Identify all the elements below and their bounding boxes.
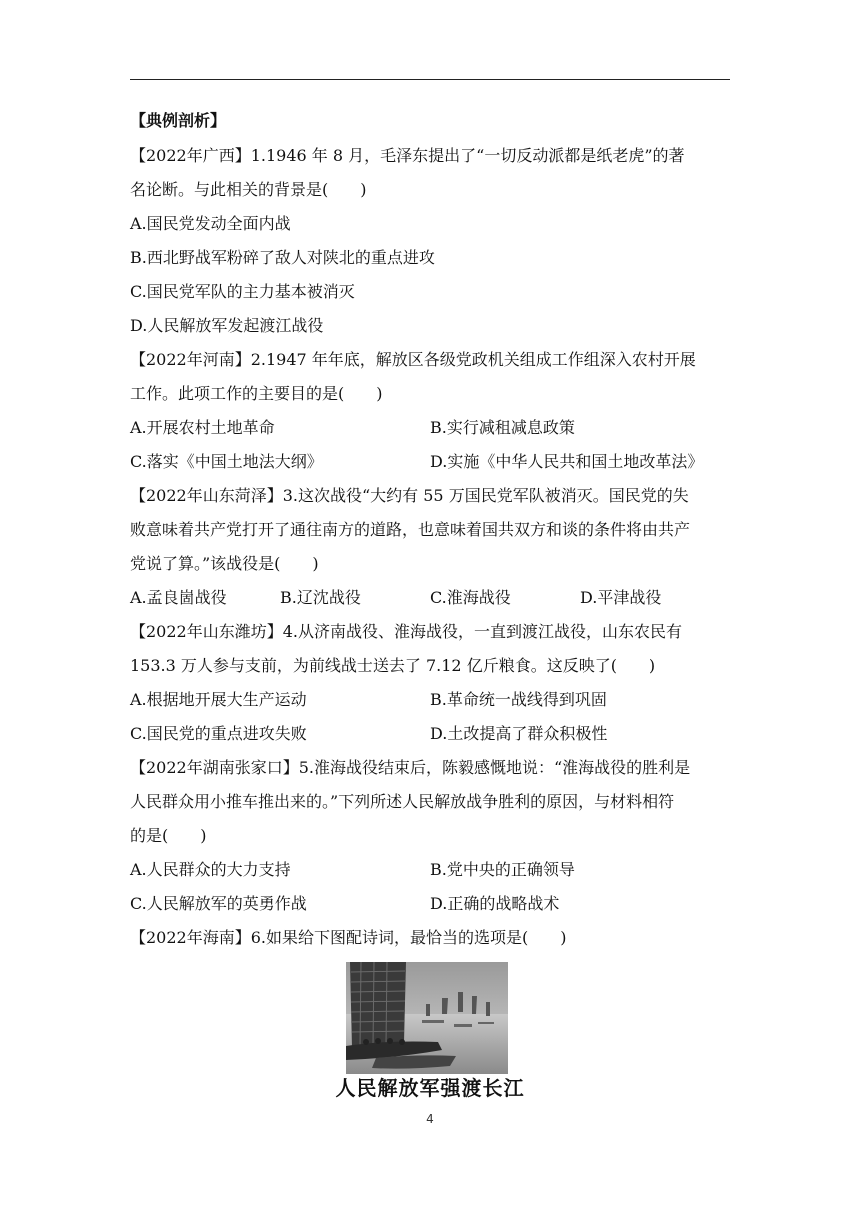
question-2-option-a: A.开展农村土地革命 — [130, 418, 275, 437]
question-1-line-1: 【2022年广西】1.1946 年 8 月，毛泽东提出了“一切反动派都是纸老虎”的著 — [130, 146, 685, 165]
question-4-line-2: 153.3 万人参与支前，为前线战士送去了 7.12 亿斤粮食。这反映了( ) — [130, 656, 656, 675]
question-1-option-a: A.国民党发动全面内战 — [130, 214, 291, 233]
question-4-option-a: A.根据地开展大生产运动 — [130, 690, 307, 709]
question-4-options-row-2 — [130, 724, 608, 744]
question-3-line-1: 【2022年山东菏泽】3.这次战役“大约有 55 万国民党军队被消灭。国民党的失 — [130, 486, 689, 505]
question-5-option-c: C.人民解放军的英勇作战 — [130, 894, 307, 913]
question-5-option-d: D.正确的战略战术 — [430, 894, 560, 913]
question-4-option-d: D.土改提高了群众积极性 — [430, 724, 608, 743]
question-4-option-c: C.国民党的重点进攻失败 — [130, 724, 307, 743]
question-1-option-d: D.人民解放军发起渡江战役 — [130, 316, 324, 335]
question-3-option-c: C.淮海战役 — [430, 588, 511, 607]
figure-caption: 人民解放军强渡长江 — [335, 1076, 525, 1100]
question-2-option-b: B.实行减租减息政策 — [430, 418, 575, 437]
question-1-line-2: 名论断。与此相关的背景是( ) — [130, 180, 367, 199]
question-4-option-b: B.革命统一战线得到巩固 — [430, 690, 607, 709]
question-1-option-c: C.国民党军队的主力基本被消灭 — [130, 282, 355, 301]
question-5-option-a: A.人民群众的大力支持 — [130, 860, 291, 879]
question-3-option-b: B.辽沈战役 — [280, 588, 361, 607]
question-4-options-row-1 — [130, 690, 607, 710]
question-2-line-2: 工作。此项工作的主要目的是( ) — [130, 384, 383, 403]
question-3-option-a: A.孟良崮战役 — [130, 588, 227, 607]
question-5-option-b: B.党中央的正确领导 — [430, 860, 575, 879]
question-2-option-d: D.实施《中华人民共和国土地改革法》 — [430, 452, 704, 471]
header-rule — [130, 79, 730, 80]
question-3-options-row — [130, 588, 730, 608]
river-crossing-photo — [346, 962, 508, 1074]
question-2-options-row-1 — [130, 418, 575, 438]
question-1-option-b: B.西北野战军粉碎了敌人对陕北的重点进攻 — [130, 248, 435, 267]
question-3-option-d: D.平津战役 — [580, 588, 662, 607]
page-number: 4 — [426, 1112, 434, 1126]
question-2-line-1: 【2022年河南】2.1947 年年底，解放区各级党政机关组成工作组深入农村开展 — [130, 350, 696, 369]
question-3-line-3: 党说了算。”该战役是( ) — [130, 554, 319, 573]
question-5-line-2: 人民群众用小推车推出来的。”下列所述人民解放战争胜利的原因，与材料相符 — [130, 792, 675, 811]
section-title: 【典例剖析】 — [130, 111, 227, 130]
question-3-line-2: 败意味着共产党打开了通往南方的道路，也意味着国共双方和谈的条件将由共产 — [130, 520, 691, 539]
question-2-option-c: C.落实《中国土地法大纲》 — [130, 452, 323, 471]
question-5-options-row-2 — [130, 894, 560, 914]
question-5-line-3: 的是( ) — [130, 826, 207, 845]
question-2-options-row-2 — [130, 452, 704, 472]
question-5-options-row-1 — [130, 860, 575, 880]
question-6-line-1: 【2022年海南】6.如果给下图配诗词，最恰当的选项是( ) — [130, 928, 567, 947]
question-5-line-1: 【2022年湖南张家口】5.淮海战役结束后，陈毅感慨地说：“淮海战役的胜利是 — [130, 758, 691, 777]
question-4-line-1: 【2022年山东潍坊】4.从济南战役、淮海战役，一直到渡江战役，山东农民有 — [130, 622, 682, 641]
